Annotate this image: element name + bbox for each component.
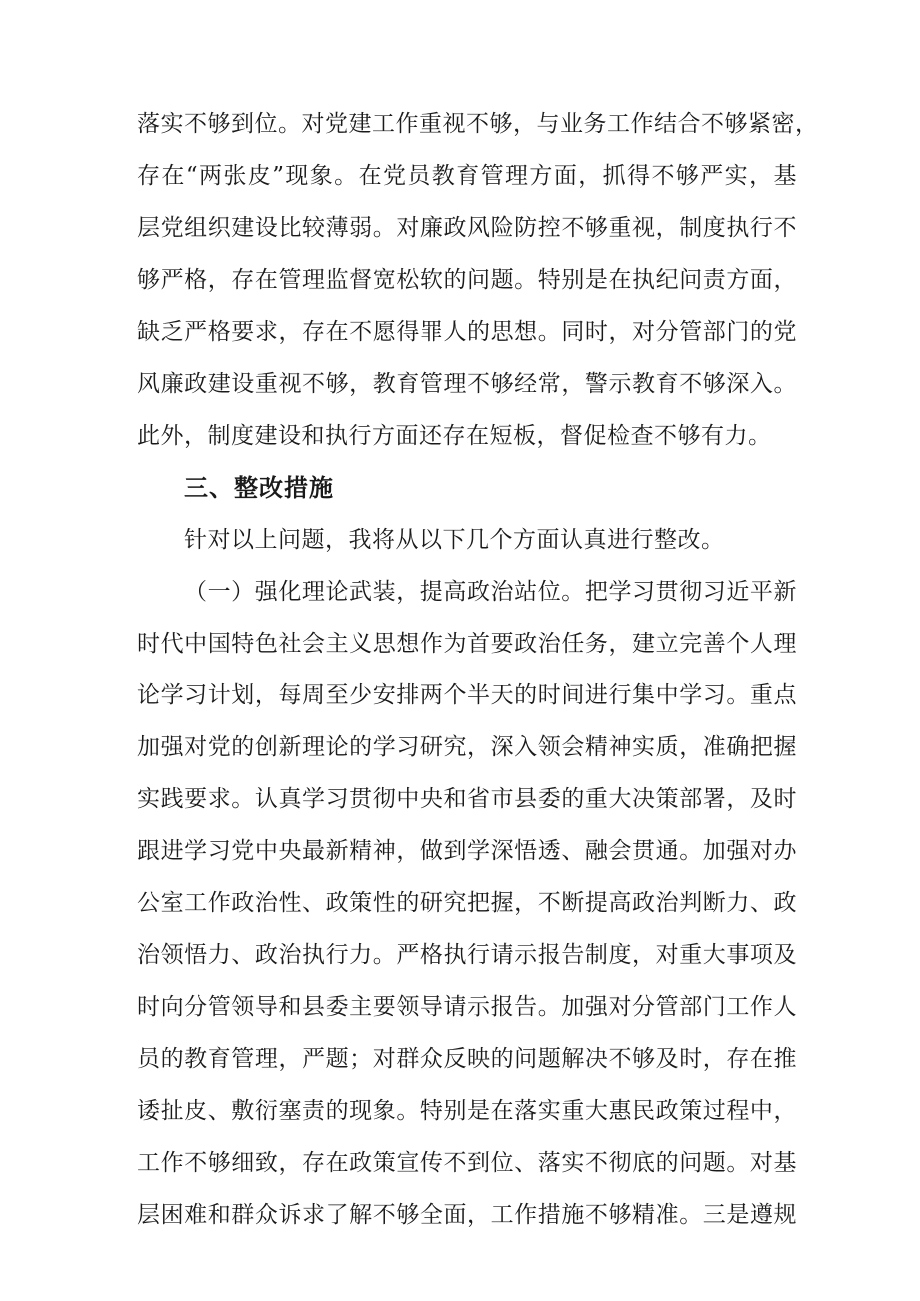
paragraph-line: （一）强化理论武装，提高政治站位。把学习贯彻习近平新 [184, 579, 797, 605]
paragraph-line: 诿扯皮、敷衍塞责的现象。特别是在落实重大惠民政策过程中， [137, 1098, 797, 1124]
paragraph-line: 层党组织建设比较薄弱。对廉政风险防控不够重视，制度执行不 [137, 215, 797, 241]
intro-line: 针对以上问题，我将从以下几个方面认真进行整改。 [184, 527, 725, 553]
paragraph-line: 缺乏严格要求，存在不愿得罪人的思想。同时，对分管部门的党 [137, 319, 797, 345]
paragraph-line: 存在“两张皮”现象。在党员教育管理方面，抓得不够严实，基 [137, 163, 797, 189]
paragraph-line: 公室工作政治性、政策性的研究把握，不断提高政治判断力、政 [137, 890, 797, 916]
paragraph-line: 够严格，存在管理监督宽松软的问题。特别是在执纪问责方面， [137, 267, 797, 293]
paragraph-line: 员的教育管理，严题；对群众反映的问题解决不够及时，存在推 [137, 1046, 797, 1072]
paragraph-line: 论学习计划，每周至少安排两个半天的时间进行集中学习。重点 [137, 682, 797, 708]
paragraph-line: 时向分管领导和县委主要领导请示报告。加强对分管部门工作人 [137, 994, 797, 1020]
section-heading: 三、整改措施 [184, 474, 334, 502]
paragraph-line: 风廉政建设重视不够，教育管理不够经常，警示教育不够深入。 [137, 371, 797, 397]
paragraph-line: 加强对党的创新理论的学习研究，深入领会精神实质，准确把握 [137, 734, 797, 760]
paragraph-line: 工作不够细致，存在政策宣传不到位、落实不彻底的问题。对基 [137, 1150, 797, 1176]
paragraph-line: 落实不够到位。对党建工作重视不够，与业务工作结合不够紧密， [137, 111, 819, 137]
paragraph-line: 时代中国特色社会主义思想作为首要政治任务，建立完善个人理 [137, 631, 797, 657]
paragraph-line: 治领悟力、政治执行力。严格执行请示报告制度，对重大事项及 [137, 942, 797, 968]
paragraph-line: 此外，制度建设和执行方面还存在短板，督促检查不够有力。 [137, 423, 772, 449]
paragraph-line: 实践要求。认真学习贯彻中央和省市县委的重大决策部署，及时 [137, 786, 797, 812]
paragraph-line: 层困难和群众诉求了解不够全面，工作措施不够精准。三是遵规 [137, 1202, 797, 1228]
paragraph-line: 跟进学习党中央最新精神，做到学深悟透、融会贯通。加强对办 [137, 838, 797, 864]
